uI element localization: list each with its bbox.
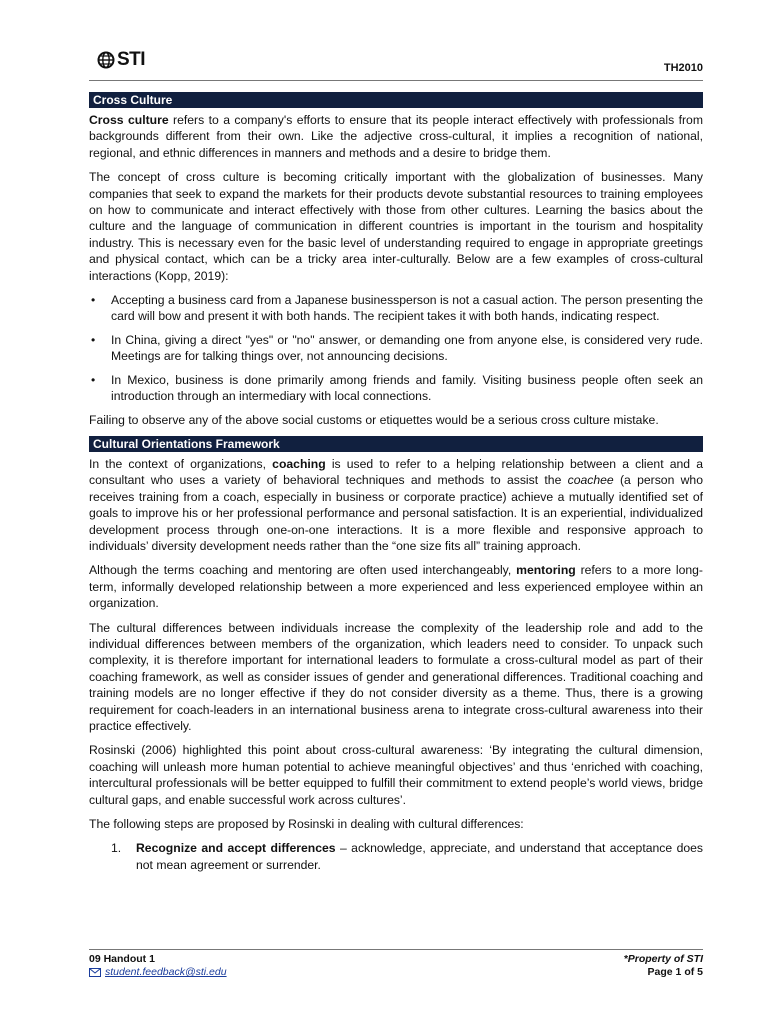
list-item: • Accepting a business card from a Japanese businessperson is not a casual action. The person presenting the card will bow and present it with both hands. The recipient takes it with both hands, indicating respect. xyxy=(91,293,703,324)
bullet-icon: • xyxy=(91,372,96,387)
globe-icon xyxy=(97,51,115,69)
document-page xyxy=(89,0,703,1024)
examples-list xyxy=(89,292,703,404)
email-link[interactable]: student.feedback@sti.edu xyxy=(105,966,227,978)
footer-right xyxy=(624,953,703,979)
logo-text: STI xyxy=(117,49,146,70)
footer-divider xyxy=(89,949,703,950)
paragraph: The cultural differences between individuals increase the complexity of the leadership role and add to the individual differences between members of the organization, which leaders need to consider. To unpack such complexity, it is therefore important for international leaders to formulate a cross-cultural model as part of their coaching framework, as well as consider issues of gender and generational differences. Traditional coaching and training models are no longer effective if they do not consider diversity as a theme. Thus, there is a growing requirement for coach-leaders in an international business arena to integrate cross-cultural awareness into their practice effectively. xyxy=(89,620,703,733)
handout-label: 09 Handout 1 xyxy=(89,953,155,965)
term-mentoring: mentoring xyxy=(516,563,576,578)
paragraph: The concept of cross culture is becoming critically important with the globalization of businesses. Many companies that seek to expand the markets for their products devote substantial resources to training employees on how to communicate and interact effectively with those from other cultures. Learning the basics about the culture and the language of communication in different countries is important in the tourism and hospitality industry. This is necessary even for the basic level of understanding required to engage in appropriate greetings and physical contact, which can be a tricky area inter-culturally. Below are a few examples of cross-cultural interactions (Kopp, 2019): xyxy=(89,170,703,283)
document-code: TH2010 xyxy=(663,62,703,74)
term-cross-culture: Cross culture xyxy=(89,113,169,127)
paragraph: Failing to observe any of the above social customs or etiquettes would be a serious cross culture mistake. xyxy=(89,412,659,427)
header-divider xyxy=(89,80,703,81)
property-label: *Property of STI xyxy=(623,953,703,965)
footer-left xyxy=(89,953,227,979)
sti-logo xyxy=(97,47,145,73)
paragraph: The following steps are proposed by Rosinski in dealing with cultural differences: xyxy=(89,817,524,832)
bullet-icon: • xyxy=(91,293,96,308)
paragraph: Cross culture refers to a company's efforts to ensure that its people interact effectively with professionals from backgrounds different from their own. Like the adjective cross-cultural, it implies a recognition of national, regional, and ethnic differences in manners and methods and a desire to bridge them. xyxy=(89,113,703,160)
paragraph: Although the terms coaching and mentoring are often used interchangeably, mentoring refers to a more long-term, informally developed relationship between a more experienced and less experienced employee within an organization. xyxy=(89,563,703,611)
step-title: Recognize and accept differences xyxy=(136,841,336,856)
section-heading-cross-culture: Cross Culture xyxy=(89,92,703,108)
paragraph: Rosinski (2006) highlighted this point about cross-cultural awareness: ‘By integrating the cultural dimension, coaching will unleash more human potential to achieve meaningful objectives’ and thus ‘enriched with coaching, intercultural professionals will be better equipped to fulfill their commitment to extend people’s world views, bridge cultural gaps, and enable successful work across cultures’. xyxy=(89,743,703,807)
paragraph: In the context of organizations, coaching is used to refer to a helping relationship between a client and a consultant who uses a variety of behavioral techniques and methods to assist the coachee (a person who receives training from a coach, especially in business or corporate practice) achieve a mutually identified set of goals to improve his or her professional performance and personal satisfaction. It is an experiential, individualized development process through one-on-one interactions. It is a more flexible and responsive approach to individuals’ diversity development needs rather than the “one size fits all” training approach. xyxy=(89,456,703,553)
bullet-icon: • xyxy=(91,332,96,347)
list-item: • In China, giving a direct "yes" or "no" answer, or demanding one from anyone else, is considered very rude. Meetings are for talking things over, not announcing decisions. xyxy=(91,332,703,364)
page-number: Page 1 of 5 xyxy=(647,966,703,978)
main-content xyxy=(89,92,703,873)
list-item: • In Mexico, business is done primarily among friends and family. Visiting business people often seek an introduction through an intermediary with local connections. xyxy=(91,372,703,404)
step-number: 1. xyxy=(111,841,122,856)
steps-list xyxy=(89,840,703,873)
envelope-icon xyxy=(89,968,101,977)
list-item: 1. Recognize and accept differences – acknowledge, appreciate, and understand that acceptance does not mean agreement or surrender. xyxy=(111,841,703,872)
section-heading-framework: Cultural Orientations Framework xyxy=(89,436,703,452)
term-coaching: coaching xyxy=(272,456,326,471)
term-coachee: coachee xyxy=(567,473,614,488)
feedback-email xyxy=(89,966,227,979)
